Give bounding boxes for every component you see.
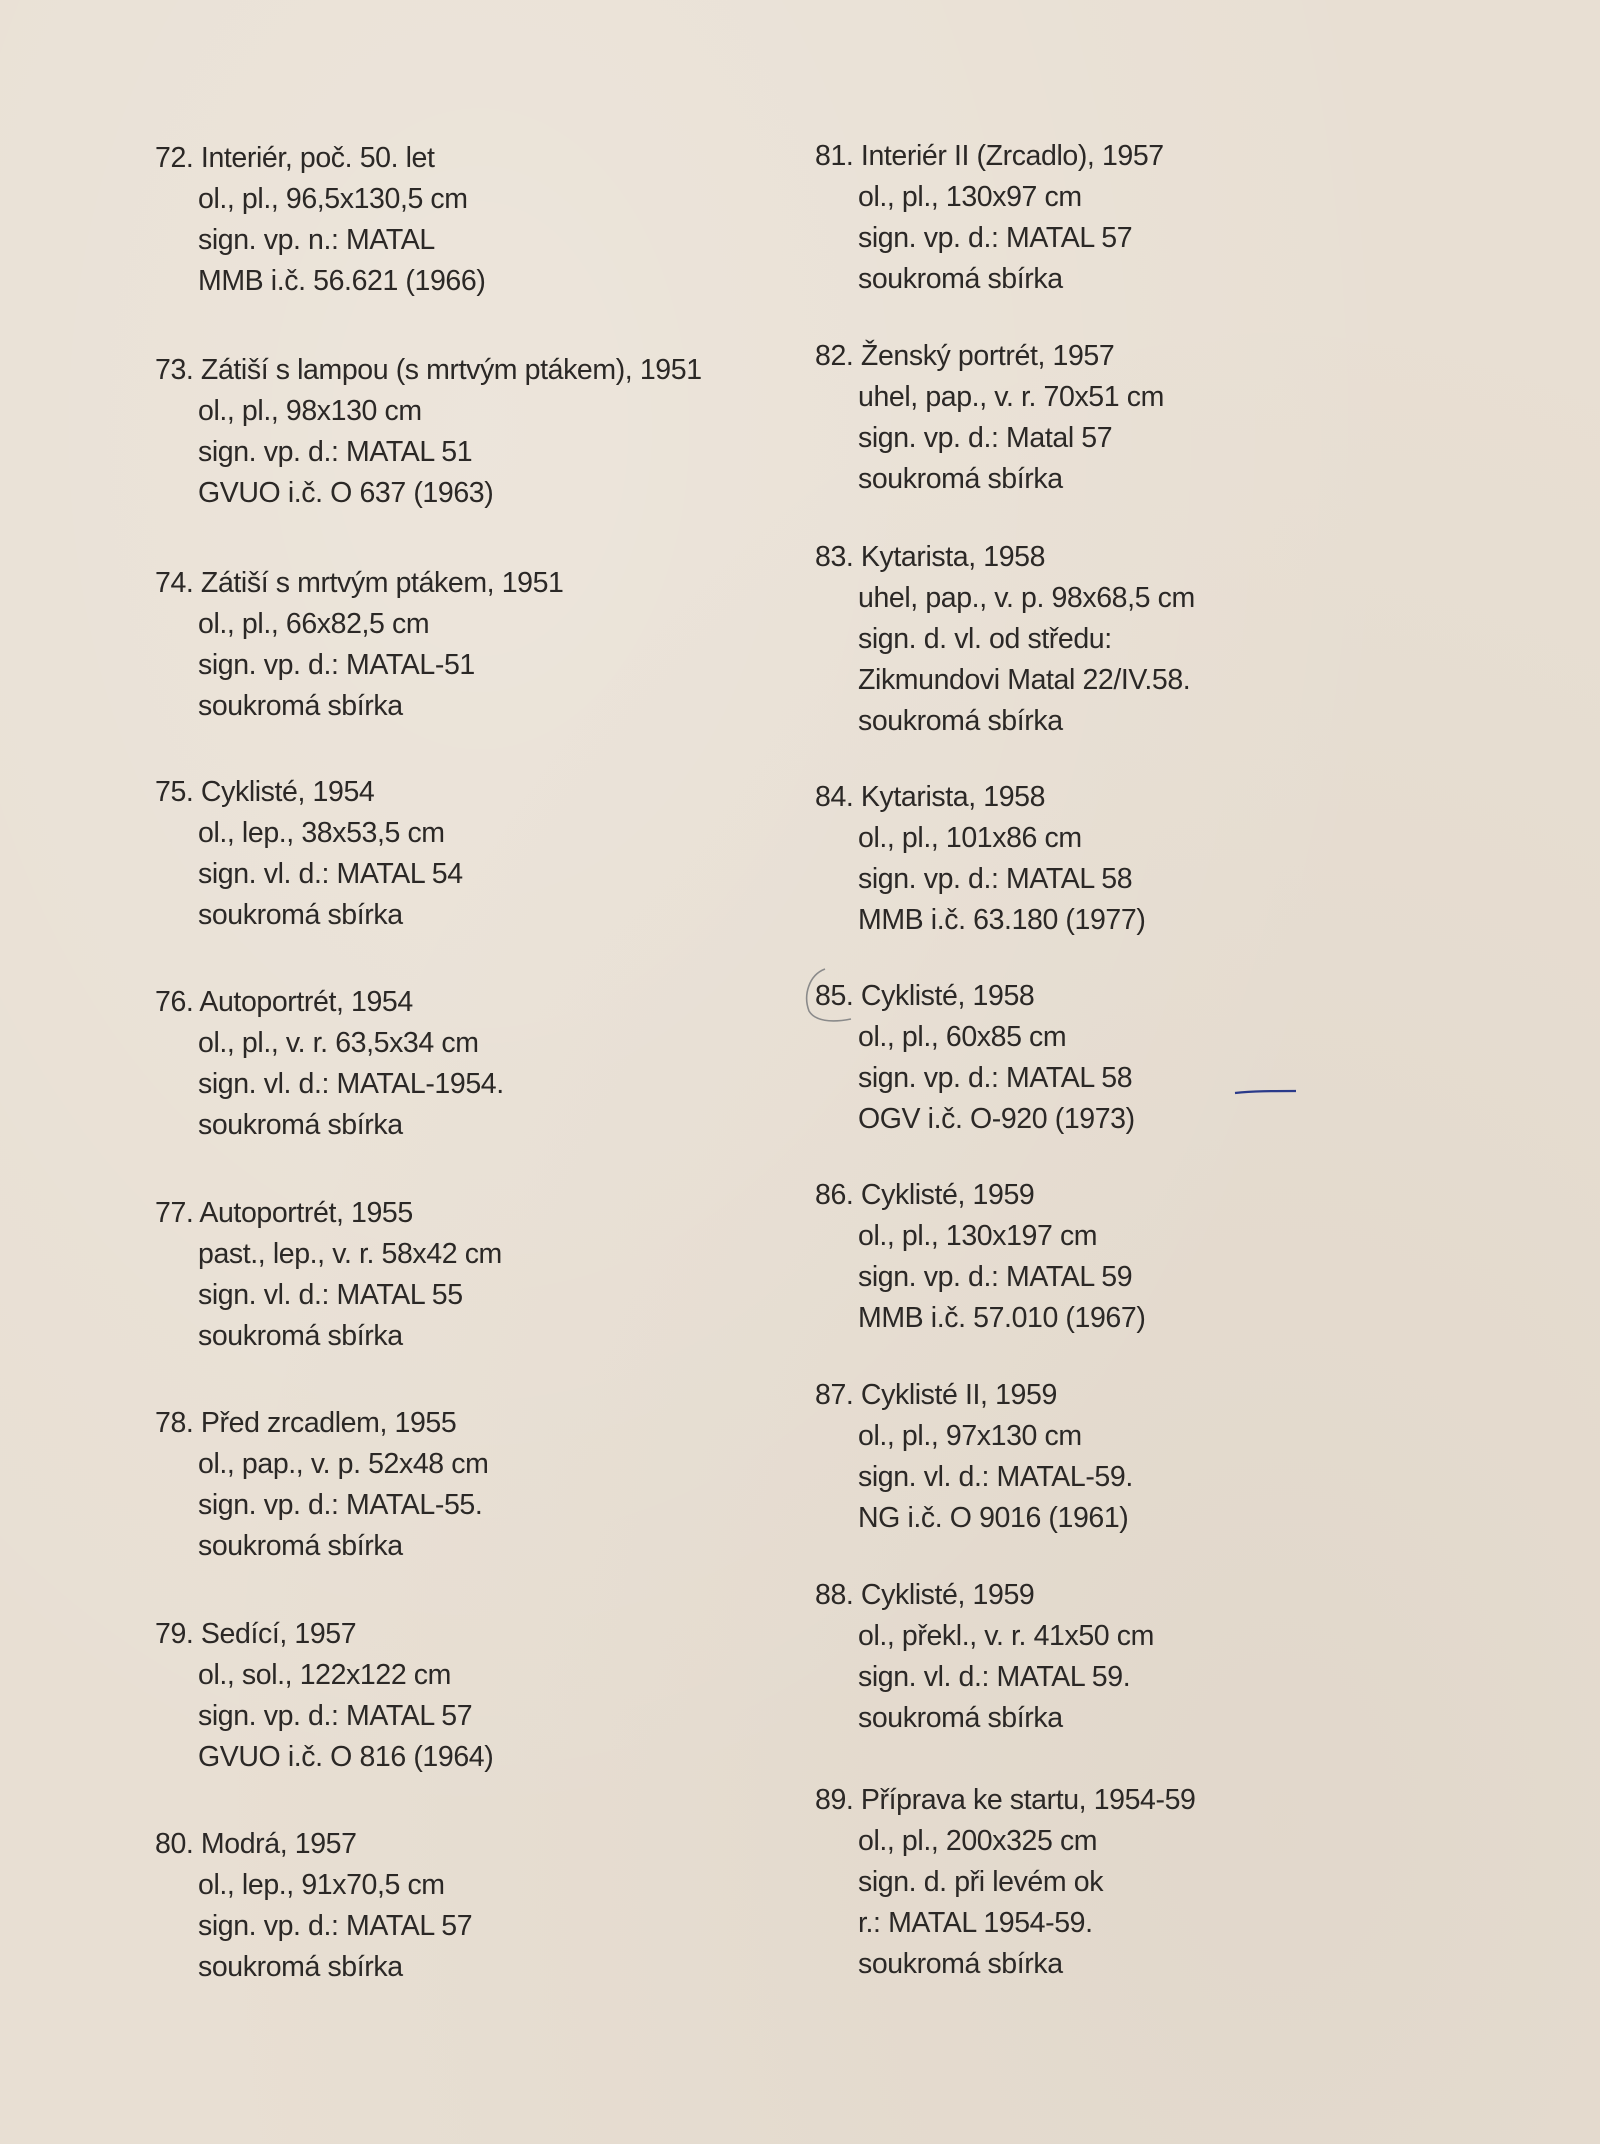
catalog-entry <box>155 138 795 302</box>
entry-medium: ol., lep., 38x53,5 cm <box>198 817 445 849</box>
entry-collection: soukromá sbírka <box>858 1702 1063 1734</box>
entry-collection: soukromá sbírka <box>198 1530 403 1562</box>
entry-title: 83. Kytarista, 1958 <box>815 541 1046 573</box>
catalog-entry <box>815 136 1455 300</box>
catalog-entry <box>155 772 795 936</box>
entry-signature: sign. vp. d.: MATAL 58 <box>858 1062 1133 1094</box>
catalog-entry <box>155 1824 795 1988</box>
entry-title: 86. Cyklisté, 1959 <box>815 1179 1035 1211</box>
catalog-entry <box>815 1575 1455 1739</box>
entry-medium: ol., sol., 122x122 cm <box>198 1659 451 1691</box>
entry-collection: soukromá sbírka <box>198 690 403 722</box>
entry-title: 89. Příprava ke startu, 1954-59 <box>815 1784 1196 1816</box>
entry-signature: sign. vp. d.: Matal 57 <box>858 422 1113 454</box>
catalog-entry <box>155 563 795 727</box>
entry-title: 85. Cyklisté, 1958 <box>815 980 1035 1012</box>
entry-collection: MMB i.č. 57.010 (1967) <box>858 1302 1146 1334</box>
entry-signature: sign. vp. d.: MATAL 51 <box>198 436 473 468</box>
entry-signature: sign. vp. d.: MATAL-55. <box>198 1489 483 1521</box>
catalog-entry <box>815 537 1455 742</box>
entry-signature: sign. vl. d.: MATAL-59. <box>858 1461 1133 1493</box>
entry-signature: sign. vp. d.: MATAL 58 <box>858 863 1133 895</box>
entry-title: 79. Sedící, 1957 <box>155 1618 357 1650</box>
catalog-entry <box>815 777 1455 941</box>
entry-collection: soukromá sbírka <box>858 263 1063 295</box>
catalog-entry <box>155 1403 795 1567</box>
entry-title: 75. Cyklisté, 1954 <box>155 776 375 808</box>
entry-title: 77. Autoportrét, 1955 <box>155 1197 413 1229</box>
entry-medium: past., lep., v. r. 58x42 cm <box>198 1238 502 1270</box>
entry-medium: ol., pl., 66x82,5 cm <box>198 608 430 640</box>
entry-medium: uhel, pap., v. p. 98x68,5 cm <box>858 582 1195 614</box>
entry-medium: ol., pl., 130x97 cm <box>858 181 1082 213</box>
entry-signature: sign. d. při levém ok <box>858 1866 1104 1898</box>
entry-signature: sign. vl. d.: MATAL-1954. <box>198 1068 504 1100</box>
entry-collection: MMB i.č. 63.180 (1977) <box>858 904 1146 936</box>
entry-medium: ol., lep., 91x70,5 cm <box>198 1869 445 1901</box>
entry-signature: sign. vp. d.: MATAL-51 <box>198 649 475 681</box>
entry-title: 76. Autoportrét, 1954 <box>155 986 413 1018</box>
entry-title: 73. Zátiší s lampou (s mrtvým ptákem), 1951 <box>155 354 702 386</box>
entry-collection: MMB i.č. 56.621 (1966) <box>198 265 486 297</box>
catalog-entry <box>155 350 795 514</box>
entry-signature: sign. vp. n.: MATAL <box>198 224 435 256</box>
entry-collection: soukromá sbírka <box>858 1948 1063 1980</box>
entry-signature-cont: Zikmundovi Matal 22/IV.58. <box>858 664 1191 696</box>
entry-signature: sign. vl. d.: MATAL 59. <box>858 1661 1131 1693</box>
entry-signature-cont: r.: MATAL 1954-59. <box>858 1907 1093 1939</box>
entry-collection: soukromá sbírka <box>198 1951 403 1983</box>
entry-collection: soukromá sbírka <box>198 1109 403 1141</box>
entry-medium: ol., pl., 130x197 cm <box>858 1220 1098 1252</box>
entry-collection: soukromá sbírka <box>858 463 1063 495</box>
entry-medium: ol., pl., 98x130 cm <box>198 395 422 427</box>
entry-title: 78. Před zrcadlem, 1955 <box>155 1407 457 1439</box>
catalog-entry <box>815 976 1455 1140</box>
entry-medium: ol., překl., v. r. 41x50 cm <box>858 1620 1154 1652</box>
entry-collection: GVUO i.č. O 816 (1964) <box>198 1741 494 1773</box>
catalog-entry <box>815 1780 1455 1985</box>
entry-signature: sign. vp. d.: MATAL 59 <box>858 1261 1133 1293</box>
pencil-bracket-mark <box>795 965 855 1035</box>
entry-signature: sign. vl. d.: MATAL 54 <box>198 858 463 890</box>
entry-title: 74. Zátiší s mrtvým ptákem, 1951 <box>155 567 564 599</box>
entry-collection: NG i.č. O 9016 (1961) <box>858 1502 1129 1534</box>
catalog-entry <box>815 336 1455 500</box>
entry-title: 80. Modrá, 1957 <box>155 1828 357 1860</box>
entry-medium: ol., pl., 200x325 cm <box>858 1825 1098 1857</box>
entry-signature: sign. vp. d.: MATAL 57 <box>858 222 1133 254</box>
entry-collection: soukromá sbírka <box>198 1320 403 1352</box>
entry-title: 87. Cyklisté II, 1959 <box>815 1379 1057 1411</box>
pen-dash-mark <box>1233 1088 1298 1096</box>
entry-medium: uhel, pap., v. r. 70x51 cm <box>858 381 1164 413</box>
entry-signature: sign. vp. d.: MATAL 57 <box>198 1910 473 1942</box>
entry-collection: OGV i.č. O-920 (1973) <box>858 1103 1135 1135</box>
entry-medium: ol., pl., 97x130 cm <box>858 1420 1082 1452</box>
entry-medium: ol., pl., 96,5x130,5 cm <box>198 183 468 215</box>
entry-title: 88. Cyklisté, 1959 <box>815 1579 1035 1611</box>
entry-signature: sign. vp. d.: MATAL 57 <box>198 1700 473 1732</box>
entry-title: 82. Ženský portrét, 1957 <box>815 340 1115 372</box>
catalog-entry <box>155 1614 795 1778</box>
catalog-entry <box>155 982 795 1146</box>
entry-medium: ol., pap., v. p. 52x48 cm <box>198 1448 489 1480</box>
entry-medium: ol., pl., 60x85 cm <box>858 1021 1067 1053</box>
entry-collection: soukromá sbírka <box>858 705 1063 737</box>
entry-title: 72. Interiér, poč. 50. let <box>155 142 435 174</box>
entry-collection: soukromá sbírka <box>198 899 403 931</box>
entry-medium: ol., pl., 101x86 cm <box>858 822 1082 854</box>
catalog-entry <box>155 1193 795 1357</box>
catalog-entry <box>815 1175 1455 1339</box>
entry-title: 81. Interiér II (Zrcadlo), 1957 <box>815 140 1164 172</box>
entry-signature: sign. d. vl. od středu: <box>858 623 1112 655</box>
catalog-entry <box>815 1375 1455 1539</box>
entry-title: 84. Kytarista, 1958 <box>815 781 1046 813</box>
entry-collection: GVUO i.č. O 637 (1963) <box>198 477 494 509</box>
entry-signature: sign. vl. d.: MATAL 55 <box>198 1279 463 1311</box>
entry-medium: ol., pl., v. r. 63,5x34 cm <box>198 1027 479 1059</box>
